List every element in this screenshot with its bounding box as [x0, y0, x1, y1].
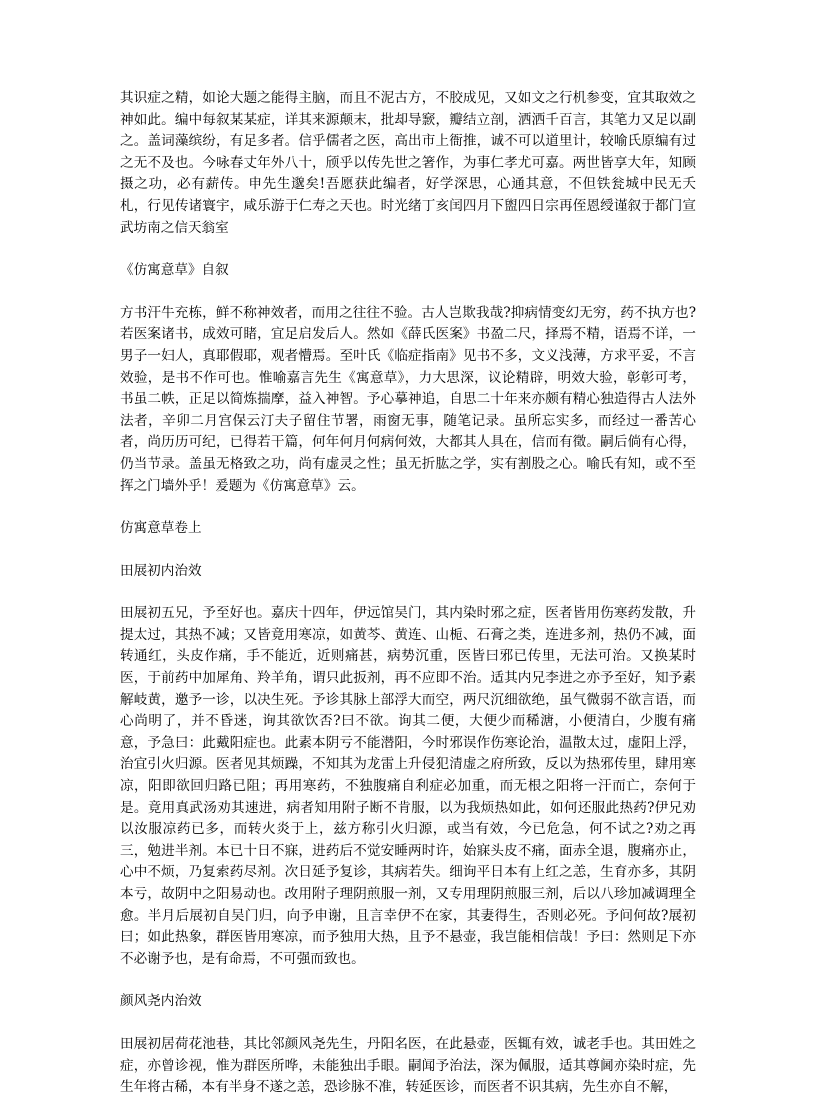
volume-title: 仿寓意草卷上 — [120, 520, 202, 537]
case-paragraph-yan-fengyao: 田展初居荷花池巷，其比邻颜风尧先生，丹阳名医，在此悬壶，医辄有效，诚老手也。其田姓之症，亦曾诊视，惟为群医所哗，未能独出手眼。嗣闻予治法，深为佩服，适其尊阃亦染时症，先生年将古稀，本有半身不遂之恙，恐诊脉不准，转延医诊，而医者不识其病，先生亦自不解， — [120, 1035, 696, 1096]
preface-continuation-paragraph: 其识症之精，如论大题之能得主脑，而且不泥古方，不胶成见，又如文之行机参变，宜其取效之神如此。编中每叙某某症，详其来源颠末，批却导窾，瓣结立剖，洒洒千百言，其笔力又足以副之。盖词藻缤纷，有足多者。信乎儒者之医，高出市上衙推，诚不可以道里计，较喻氏原编有过之无不及也。今咏春丈年外八十，颀乎以传先世之箸作，为事仁孝尤可嘉。两世皆享大年，知顾摄之功，必有薪传。申先生邈矣!吾愿获此编者，好学深思，心通其意，不但铁瓮城中民无夭札，行见传诸寰宇，咸乐游于仁寿之天也。时光绪丁亥闰四月下盥四日宗再侄恩绶谨叙于都门宣武坊南之信天翁室 — [120, 90, 696, 236]
case-title-tian-zhanchu: 田展初内治效 — [120, 562, 202, 579]
document-page — [120, 88, 696, 1120]
author-preface-paragraph: 方书汗牛充栋，鲜不称神效者，而用之往往不验。古人岂欺我哉?抑病情变幻无穷，药不执方也?若医案诸书，成效可睹，宜足启发后人。然如《薛氏医案》书盈二尺，择焉不精，语焉不详，一男子一妇人，真耶假耶，观者懵焉。至叶氏《临症指南》见书不多，文义浅薄，方求平妥，不言效验，是书不作可也。惟喻嘉言先生《寓意草》，力大思深，议论精辟，明效大验，彰彰可考，书虽二帙，正足以简炼揣摩，益入神智。予心摹神追，自思二十年来亦颇有精心独造得古人法外法者，辛卯二月宫保云汀夫子留住节署，雨窗无事，随笔记录。虽所忘实多，而经过一番苦心者，尚历历可纪，已得若干篇，何年何月何病何效，大都其人具在，信而有徵。嗣后倘有心得，仍当节录。盖虽无格致之功，尚有虚灵之性；虽无折肱之学，实有割股之心。喻氏有知，或不至挥之门墙外乎！爰题为《仿寓意草》云。 — [120, 304, 696, 494]
case-title-yan-fengyao: 颜风尧内治效 — [120, 993, 202, 1010]
author-preface-title: 《仿寓意草》自叙 — [120, 262, 229, 279]
case-paragraph-tian-zhanchu: 田展初五兄，予至好也。嘉庆十四年，伊远馆吴门，其内染时邪之症，医者皆用伤寒药发散，升提太过，其热不减；又皆竟用寒凉，如黄芩、黄连、山栀、石膏之类，连进多剂，热仍不减，面转通红，头皮作痛，手不能近，近则痛甚，病势沉重，医皆曰邪已传里，无法可治。又换某时医，于前药中加犀角、羚羊角，谓只此扳剂，再不应即不治。适其内兄李进之亦予至好，知予素解岐黄，邀予一诊，以决生死。予诊其脉上部浮大而空，两尺沉细欲绝，虽气微弱不欲言语，而心尚明了，并不昏迷，询其欲饮否?曰不欲。询其二便，大便少而稀溏，小便清白，少腹有痛意，予急曰：此戴阳症也。此素本阴亏不能潜阳，今时邪误作伤寒论治，温散太过，虚阳上浮，治宜引火归源。医者见其烦躁，不知其为龙雷上升侵犯清虚之府所致，反以为热邪传里，肆用寒凉，阳即欲回归路已阻；再用寒药，不独腹痛自利症必加重，而无根之阳将一汗而亡，奈何于是。竟用真武汤劝其速进，病者知用附子断不肯服，以为我烦热如此，如何还服此热药?伊兄劝以汝服凉药已多，而转火炎于上，兹方称引火归源，或当有效，今已危急，何不试之?劝之再三，勉进半剂。本已十日不寐，进药后不觉安睡两时许，始寐头皮不痛，面赤全退，腹痛亦止，心中不烦，乃复索药尽剂。次日延予复诊，其病若失。细询平日本有上红之恙，生育亦多，其阴本亏，故阴中之阳易动也。改用附子理阴煎服一剂，又专用理阴煎服三剂，后以八珍加减调理全愈。半月后展初自吴门归，向予申谢，且言幸伊不在家，其妻得生，否则必死。予问何故?展初曰；如此热象，群医皆用寒凉，而予独用大热，且予不悬壶，我岂能相信哉！予曰：然则足下亦不必谢予也，是有命焉，不可强而致也。 — [120, 605, 696, 967]
